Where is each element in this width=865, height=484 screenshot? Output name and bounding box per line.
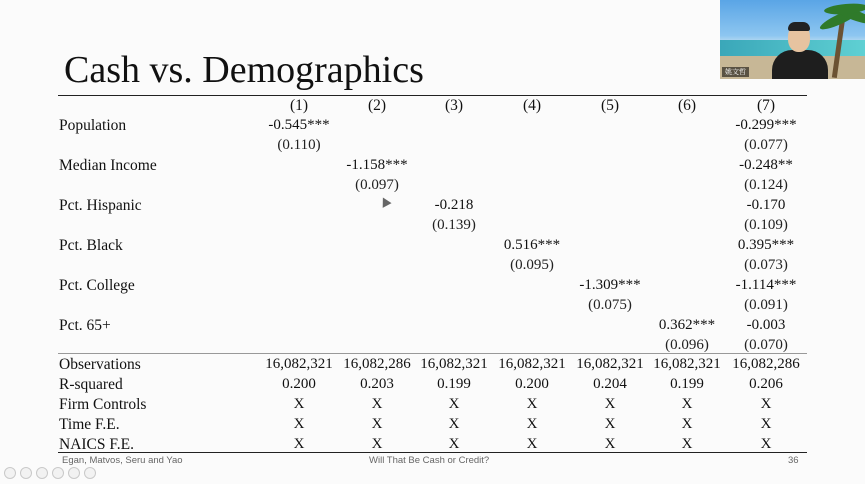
video-thumbnail[interactable] — [720, 0, 865, 79]
coefficient-cell: -0.545*** — [268, 117, 330, 133]
stat-cell: X — [448, 416, 460, 432]
stat-cell: 0.199 — [437, 376, 471, 392]
stat-cell: 0.204 — [593, 376, 627, 392]
standard-error-cell: (0.077) — [744, 137, 788, 153]
zoom-icon[interactable] — [68, 467, 80, 479]
stat-cell: X — [604, 396, 616, 412]
stat-cell: X — [526, 396, 538, 412]
stat-cell: 16,082,286 — [343, 356, 411, 372]
stat-cell: 0.200 — [282, 376, 316, 392]
table-bottom-rule — [58, 452, 807, 453]
column-header: (7) — [756, 97, 776, 114]
stat-cell: X — [371, 416, 383, 432]
grid-icon[interactable] — [52, 467, 64, 479]
stat-cell: X — [604, 416, 616, 432]
standard-error-cell: (0.075) — [588, 297, 632, 313]
row-label: Pct. College — [59, 277, 135, 294]
pen-icon[interactable] — [36, 467, 48, 479]
stat-cell: 16,082,321 — [265, 356, 333, 372]
coefficient-cell: -1.158*** — [346, 157, 408, 173]
stat-cell: 16,082,321 — [576, 356, 644, 372]
coefficient-cell: -0.170 — [746, 197, 786, 213]
footer-authors: Egan, Matvos, Seru and Yao — [62, 455, 183, 466]
column-header: (4) — [522, 97, 542, 114]
coefficient-cell: -0.299*** — [735, 117, 797, 133]
stat-label: Time F.E. — [59, 416, 120, 433]
stat-cell: X — [760, 436, 772, 452]
standard-error-cell: (0.109) — [744, 217, 788, 233]
stat-cell: X — [371, 396, 383, 412]
row-label: Pct. 65+ — [59, 317, 111, 334]
coefficient-cell: -0.003 — [746, 317, 786, 333]
stat-cell: X — [526, 416, 538, 432]
column-header: (1) — [289, 97, 309, 114]
standard-error-cell: (0.097) — [355, 177, 399, 193]
row-label: Pct. Hispanic — [59, 197, 142, 214]
stat-cell: X — [293, 436, 305, 452]
standard-error-cell: (0.124) — [744, 177, 788, 193]
stat-cell: 16,082,321 — [653, 356, 721, 372]
stat-label: NAICS F.E. — [59, 436, 134, 453]
stat-label: Firm Controls — [59, 396, 147, 413]
stat-cell: X — [371, 436, 383, 452]
standard-error-cell: (0.139) — [432, 217, 476, 233]
stat-cell: 0.199 — [670, 376, 704, 392]
slide-title: Cash vs. Demographics — [64, 49, 424, 91]
column-header: (2) — [367, 97, 387, 114]
row-label: Median Income — [59, 157, 157, 174]
stat-cell: 16,082,321 — [420, 356, 488, 372]
column-header: (5) — [600, 97, 620, 114]
standard-error-cell: (0.091) — [744, 297, 788, 313]
mouse-cursor-icon — [378, 195, 391, 208]
stat-label: R-squared — [59, 376, 123, 393]
standard-error-cell: (0.070) — [744, 337, 788, 353]
standard-error-cell: (0.110) — [277, 137, 321, 153]
person-body — [772, 50, 828, 79]
footer-paper-title: Will That Be Cash or Credit? — [369, 455, 490, 466]
coefficient-cell: 0.516*** — [503, 237, 561, 253]
stat-cell: X — [760, 416, 772, 432]
table-top-rule — [58, 95, 807, 96]
stat-cell: X — [681, 396, 693, 412]
standard-error-cell: (0.073) — [744, 257, 788, 273]
stat-cell: X — [604, 436, 616, 452]
stat-cell: X — [526, 436, 538, 452]
coefficient-cell: -0.248** — [739, 157, 793, 173]
participant-name-tag: 姚文哲 — [722, 67, 749, 77]
coefficient-cell: -1.309*** — [579, 277, 641, 293]
coefficient-cell: 0.395*** — [737, 237, 795, 253]
stat-cell: X — [681, 416, 693, 432]
table-mid-rule — [58, 353, 807, 354]
more-icon[interactable] — [84, 467, 96, 479]
presentation-toolbar — [0, 467, 120, 481]
stat-cell: X — [448, 396, 460, 412]
coefficient-cell: -0.218 — [434, 197, 474, 213]
stat-label: Observations — [59, 356, 141, 373]
stat-cell: 0.203 — [360, 376, 394, 392]
row-label: Population — [59, 117, 127, 134]
arrow-left-icon[interactable] — [4, 467, 16, 479]
person-hair — [788, 22, 810, 31]
column-header: (6) — [677, 97, 697, 114]
row-label: Pct. Black — [59, 237, 123, 254]
stat-cell: X — [448, 436, 460, 452]
footer-page-number: 36 — [788, 455, 799, 466]
stat-cell: 0.200 — [515, 376, 549, 392]
arrow-right-icon[interactable] — [20, 467, 32, 479]
stat-cell: X — [293, 416, 305, 432]
stat-cell: X — [681, 436, 693, 452]
standard-error-cell: (0.096) — [665, 337, 709, 353]
stat-cell: 0.206 — [749, 376, 783, 392]
column-header: (3) — [444, 97, 464, 114]
stat-cell: 16,082,286 — [732, 356, 800, 372]
stat-cell: 16,082,321 — [498, 356, 566, 372]
coefficient-cell: 0.362*** — [658, 317, 716, 333]
coefficient-cell: -1.114*** — [735, 277, 797, 293]
stat-cell: X — [293, 396, 305, 412]
standard-error-cell: (0.095) — [510, 257, 554, 273]
stat-cell: X — [760, 396, 772, 412]
